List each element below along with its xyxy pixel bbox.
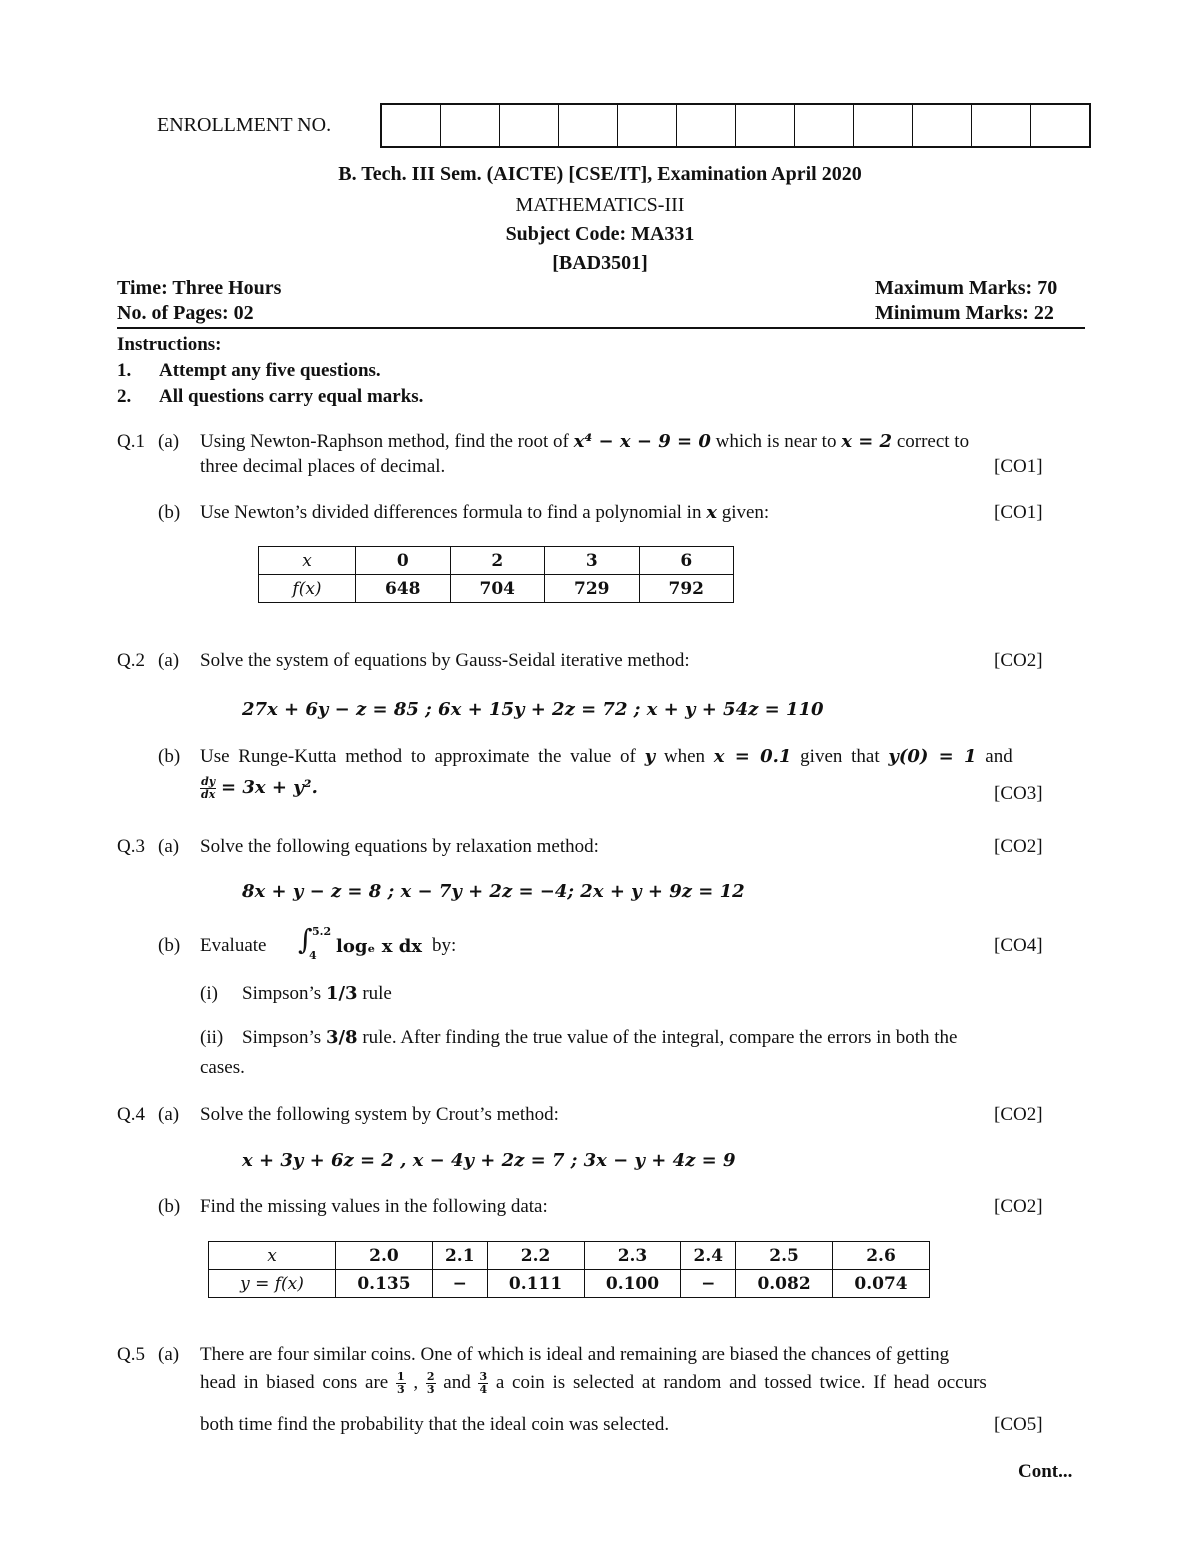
question-text [200,502,769,524]
course-outcome: [CO2] [994,1196,1043,1217]
table-cell: 2.3 [584,1242,681,1270]
text: a coin is selected at random and tossed twice. If head occurs [495,1371,987,1393]
table-row [259,547,734,575]
question-number: Q.5 [117,1344,145,1365]
table-row [209,1242,930,1270]
table-cell: − [432,1270,487,1298]
course-outcome: [CO1] [994,456,1043,477]
equation: = 3x + y². [221,776,318,798]
text: Use Newton’s divided differences formula to find a polynomial in [200,502,702,523]
part-label: (b) [158,502,181,523]
equation: 27x + 6y − z = 85 ; 6x + 15y + 2z = 72 ; x + y + 54z = 110 [242,699,824,720]
table-cell: 6 [639,547,734,575]
page-count: No. of Pages: 02 [117,302,254,324]
integral-sign-icon: ∫ [298,923,313,956]
table-cell: 2.6 [833,1242,930,1270]
fraction-numerator: 1 [396,1370,405,1383]
table-cell: 0.111 [487,1270,584,1298]
course-outcome: [CO4] [994,935,1043,956]
sub-part-label: (i) [200,983,218,1004]
minimum-marks: Minimum Marks: 22 [875,302,1054,324]
equation: x⁴ − x − 9 = 0 [573,431,711,452]
enrollment-number-boxes[interactable] [380,103,1091,148]
text: by: [432,935,457,956]
question-text: cases. [200,1057,245,1078]
table-cell: y = f(x) [209,1270,336,1298]
text: and [443,1371,471,1393]
fraction [478,1371,488,1396]
table-cell: − [681,1270,736,1298]
part-label: (b) [158,746,181,767]
instruction-text: Attempt any five questions. [159,360,381,381]
table-cell: 792 [639,575,734,603]
text: Using Newton-Raphson method, find the root of [200,431,569,452]
table-cell: 2.2 [487,1242,584,1270]
variable: y [644,746,656,767]
part-label: (a) [158,1344,180,1365]
enrollment-box[interactable] [677,105,736,146]
text: rule. After finding the true value of the integral, compare the errors in both the [362,1027,958,1048]
integral-lower-limit: 4 [309,949,317,962]
fraction: 1/3 [325,983,358,1004]
exam-title: B. Tech. III Sem. (AICTE) [CSE/IT], Examination April 2020 [338,163,862,185]
table-cell: 648 [356,575,451,603]
sub-part-label: (ii) [200,1027,224,1048]
enrollment-box[interactable] [559,105,618,146]
text: , [413,1371,419,1393]
fraction-numerator: dy [201,775,216,788]
question-number: Q.2 [117,650,145,671]
table-cell: 2.4 [681,1242,736,1270]
table-cell: 3 [545,547,640,575]
text: correct to [896,431,970,452]
subject-name: MATHEMATICS-III [515,194,685,216]
table-row [209,1270,930,1298]
question-text: Solve the following system by Crout’s method: [200,1104,559,1125]
table-cell: x [209,1242,336,1270]
fraction-numerator: 2 [426,1370,435,1383]
enrollment-box[interactable] [913,105,972,146]
question-text [200,1371,987,1396]
instructions-title: Instructions: [117,334,222,355]
equation: 8x + y − z = 8 ; x − 7y + 2z = −4; 2x + y + 9z = 12 [242,881,745,902]
enrollment-box[interactable] [795,105,854,146]
text: rule [362,983,392,1004]
data-table [208,1241,930,1298]
part-label: (a) [158,1104,180,1125]
question-text: Evaluate [200,935,267,956]
exam-time: Time: Three Hours [117,277,282,299]
continued-note: Cont... [1018,1461,1073,1482]
part-label: (b) [158,935,181,956]
equation: x + 3y + 6z = 2 , x − 4y + 2z = 7 ; 3x − y + 4z = 9 [242,1150,736,1171]
text: and [985,746,1013,767]
integral-upper-limit: 5.2 [312,925,332,938]
instruction-number: 1. [117,360,132,381]
text: which is near to [715,431,837,452]
equation: x = 2 [841,431,893,452]
text: Use Runge-Kutta method to approximate the value of [200,746,636,767]
table-cell: 704 [450,575,545,603]
maximum-marks: Maximum Marks: 70 [875,277,1058,299]
table-cell: 2 [450,547,545,575]
enrollment-box[interactable] [382,105,441,146]
equation: y(0) = 1 [888,746,977,767]
paper-code: [BAD3501] [552,252,648,274]
course-outcome: [CO2] [994,650,1043,671]
part-label: (a) [158,431,180,452]
question-text: Solve the following equations by relaxation method: [200,836,599,857]
question-text: There are four similar coins. One of which is ideal and remaining are biased the chances of getting [200,1344,950,1365]
part-label: (a) [158,836,180,857]
question-text: Solve the system of equations by Gauss-Seidal iterative method: [200,650,690,671]
question-text [242,1027,957,1049]
enrollment-box[interactable] [618,105,677,146]
fraction-numerator: 3 [479,1370,488,1383]
table-cell: 2.5 [736,1242,833,1270]
enrollment-box[interactable] [1031,105,1089,146]
table-row [259,575,734,603]
table-cell: f(x) [259,575,356,603]
course-outcome: [CO3] [994,783,1043,804]
fraction-denominator: 3 [426,1383,435,1396]
table-cell: 0.082 [736,1270,833,1298]
text: Simpson’s [242,983,322,1004]
text: given: [721,502,770,523]
part-label: (a) [158,650,180,671]
fraction-denominator: 3 [396,1383,405,1396]
question-text: Find the missing values in the following data: [200,1196,548,1217]
instruction-number: 2. [117,386,132,407]
integrand: logₑ x dx [336,936,423,957]
question-number: Q.3 [117,836,145,857]
course-outcome: [CO2] [994,836,1043,857]
fraction [396,1371,406,1396]
enrollment-box[interactable] [736,105,795,146]
fraction: 3/8 [325,1027,358,1048]
table-cell: 2.0 [336,1242,433,1270]
course-outcome: [CO5] [994,1414,1043,1435]
table-cell: 0.100 [584,1270,681,1298]
derivative-fraction [200,776,216,801]
table-cell: 0.135 [336,1270,433,1298]
equation: x = 0.1 [713,746,792,767]
subject-code: Subject Code: MA331 [505,223,695,245]
table-cell: x [259,547,356,575]
fraction-denominator: dx [201,788,216,801]
header-divider [117,327,1085,329]
text: Simpson’s [242,1027,322,1048]
differential-equation [200,776,318,801]
question-text [200,746,1013,768]
text: when [663,746,705,767]
question-number: Q.1 [117,431,145,452]
enrollment-box[interactable] [500,105,559,146]
question-text: both time find the probability that the ideal coin was selected. [200,1414,670,1435]
question-number: Q.4 [117,1104,145,1125]
table-cell: 2.1 [432,1242,487,1270]
data-table [258,546,734,603]
variable: x [706,502,717,523]
question-text: three decimal places of decimal. [200,456,446,477]
instruction-text: All questions carry equal marks. [159,386,424,407]
enrollment-box[interactable] [441,105,500,146]
text: given that [800,746,880,767]
table-cell: 0.074 [833,1270,930,1298]
fraction [426,1371,436,1396]
text: head in biased cons are [200,1371,389,1393]
course-outcome: [CO2] [994,1104,1043,1125]
question-text [242,983,392,1005]
part-label: (b) [158,1196,181,1217]
enrollment-label: ENROLLMENT NO. [157,114,332,136]
course-outcome: [CO1] [994,502,1043,523]
fraction-denominator: 4 [479,1383,488,1396]
enrollment-box[interactable] [972,105,1031,146]
table-cell: 729 [545,575,640,603]
enrollment-box[interactable] [854,105,913,146]
question-text [200,431,969,453]
table-cell: 0 [356,547,451,575]
